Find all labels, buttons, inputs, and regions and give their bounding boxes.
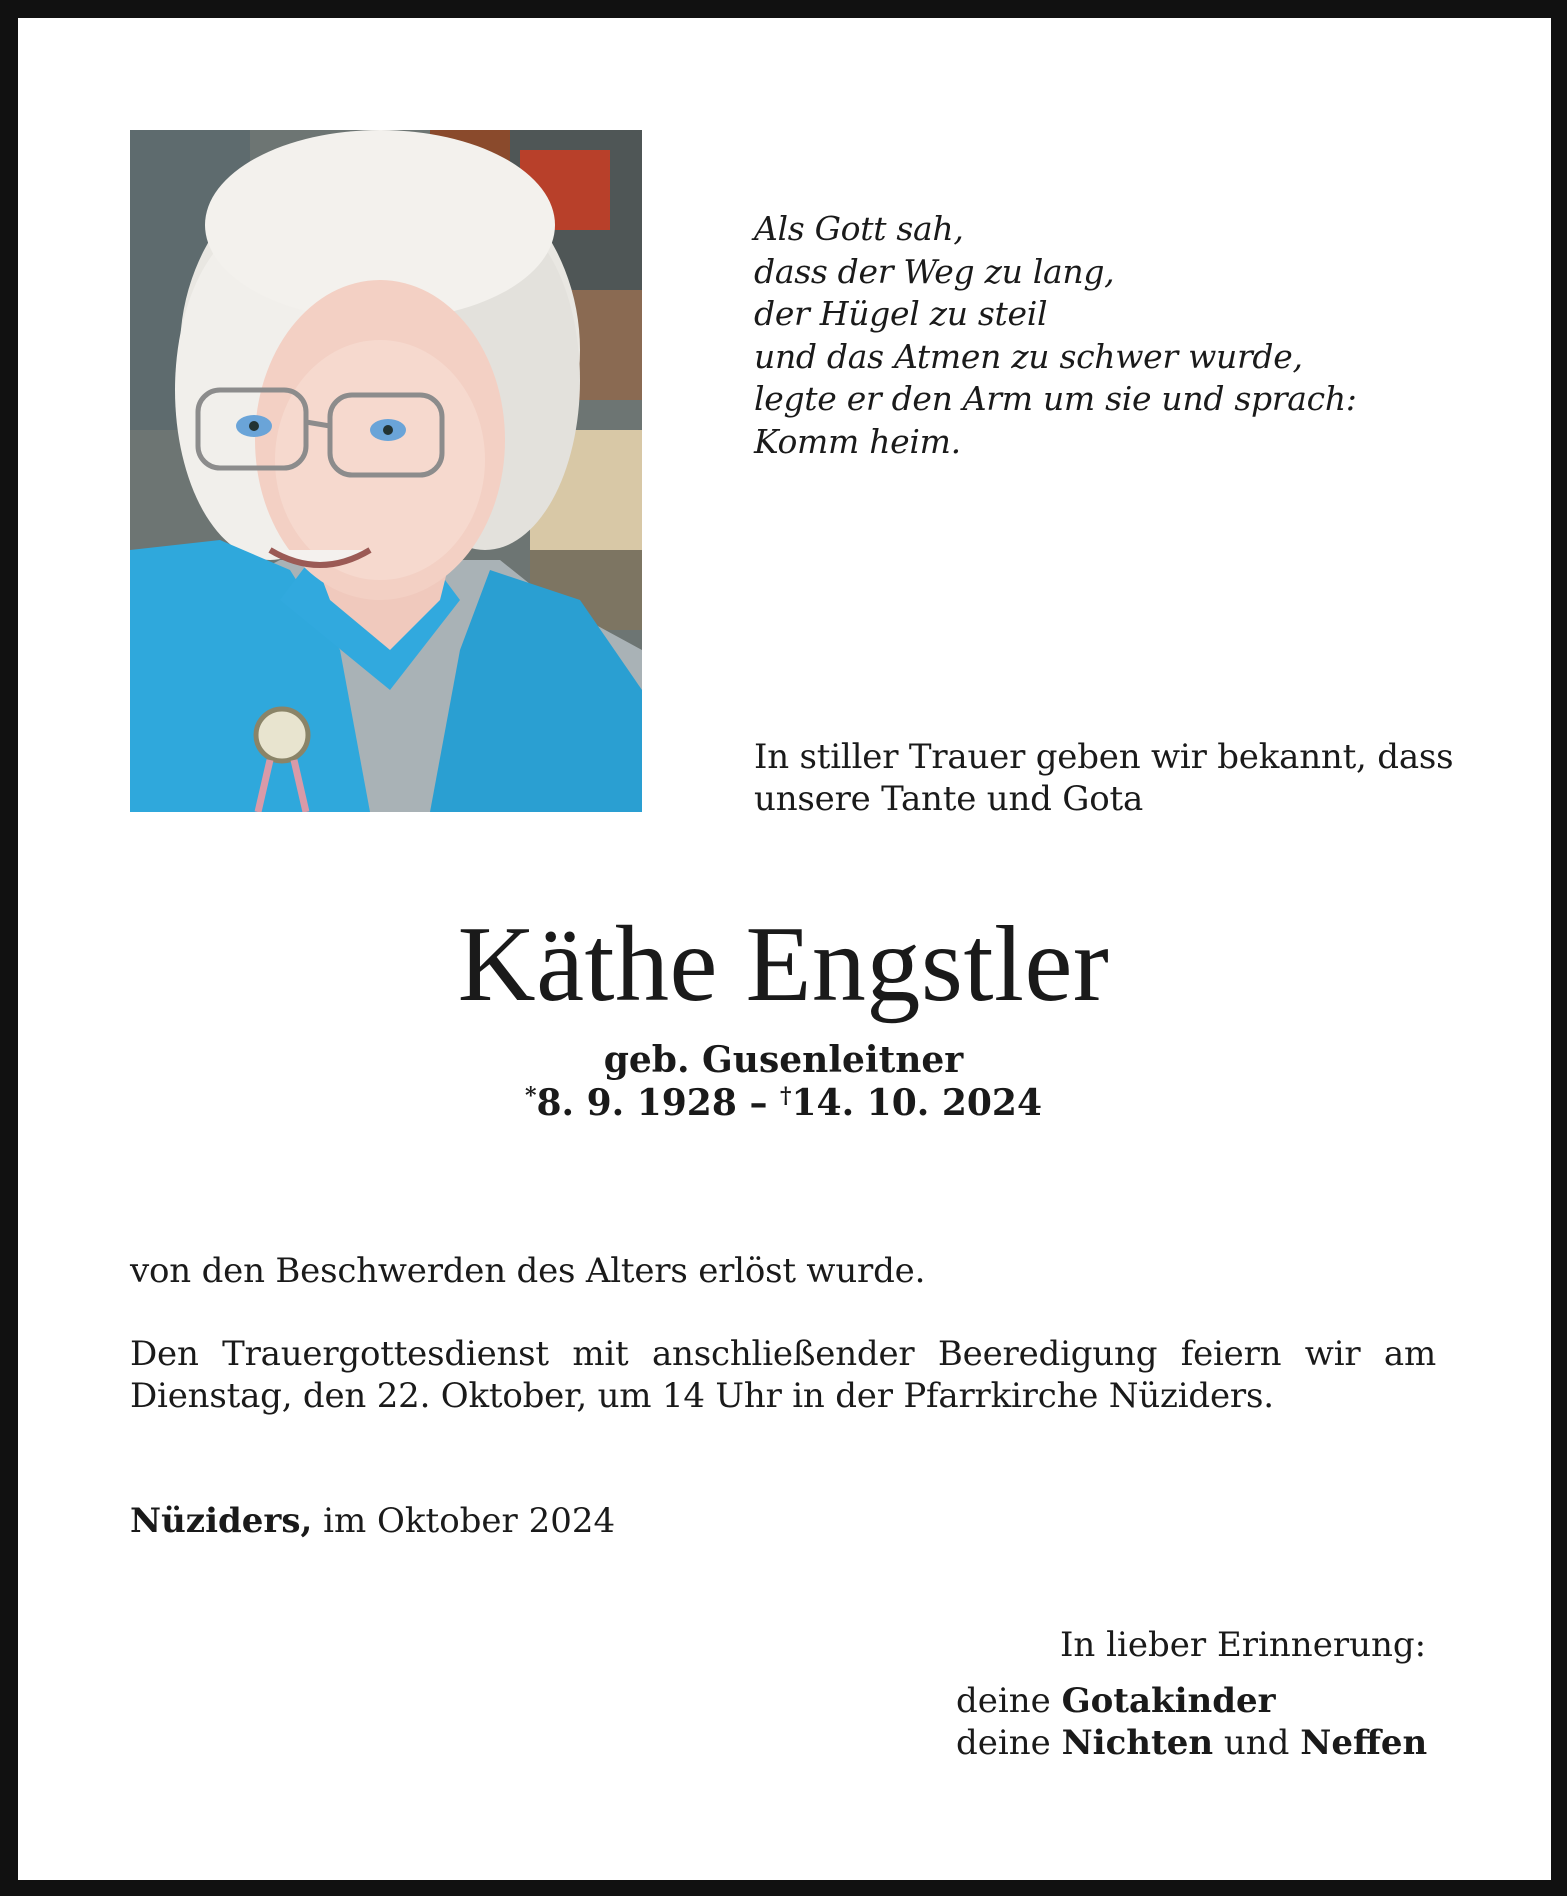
mourner-conjunction: und (1213, 1723, 1301, 1763)
mourners (956, 1680, 1427, 1764)
poem-line: legte er den Arm um sie und sprach: (754, 379, 1357, 418)
funeral-service-text (130, 1333, 1436, 1417)
death-symbol: † (779, 1083, 792, 1109)
mourner-row (956, 1722, 1427, 1764)
place-date: im Oktober 2024 (312, 1501, 616, 1541)
death-date: 14. 10. 2024 (791, 1082, 1043, 1124)
portrait-illustration (130, 130, 642, 812)
life-dates (0, 1081, 1567, 1125)
mourner-group: Neffen (1300, 1723, 1428, 1763)
poem-line: Als Gott sah, (754, 209, 964, 248)
service-line: Dienstag, den 22. Oktober, um 14 Uhr in der Pfarrkirche Nüziders. (130, 1376, 1274, 1416)
deceased-name: Käthe Engstler (457, 905, 1110, 1024)
mourner-prefix: deine (956, 1723, 1062, 1763)
place-and-date (130, 1500, 615, 1542)
mourner-group: Gotakinder (1061, 1681, 1276, 1721)
service-line: Den Trauergottesdienst mit anschließender Beeredigung feiern wir am (130, 1334, 1436, 1374)
date-separator: – (736, 1082, 780, 1124)
released-text: von den Beschwerden des Alters erlöst wurde. (130, 1251, 926, 1291)
place-town: Nüziders, (130, 1501, 313, 1541)
portrait-photo (130, 130, 642, 812)
birth-name: geb. Gusenleitner (603, 1039, 964, 1081)
birth-symbol: * (524, 1083, 537, 1109)
intro-line: unsere Tante und Gota (754, 779, 1144, 819)
poem-line: Komm heim. (754, 421, 961, 461)
remembrance-line: In lieber Erinnerung: (1060, 1625, 1427, 1665)
poem-line: und das Atmen zu schwer wurde, (754, 336, 1303, 376)
birth-date: 8. 9. 1928 (536, 1082, 737, 1124)
mourner-group: Nichten (1061, 1723, 1214, 1763)
announcement-intro (754, 736, 1454, 820)
poem-line: der Hügel zu steil (754, 294, 1048, 333)
intro-line: In stiller Trauer geben wir bekannt, dass (754, 737, 1454, 777)
mourner-row (956, 1680, 1427, 1722)
memorial-poem (754, 208, 1454, 463)
mourner-prefix: deine (956, 1681, 1062, 1721)
poem-line: dass der Weg zu lang, (754, 251, 1115, 291)
